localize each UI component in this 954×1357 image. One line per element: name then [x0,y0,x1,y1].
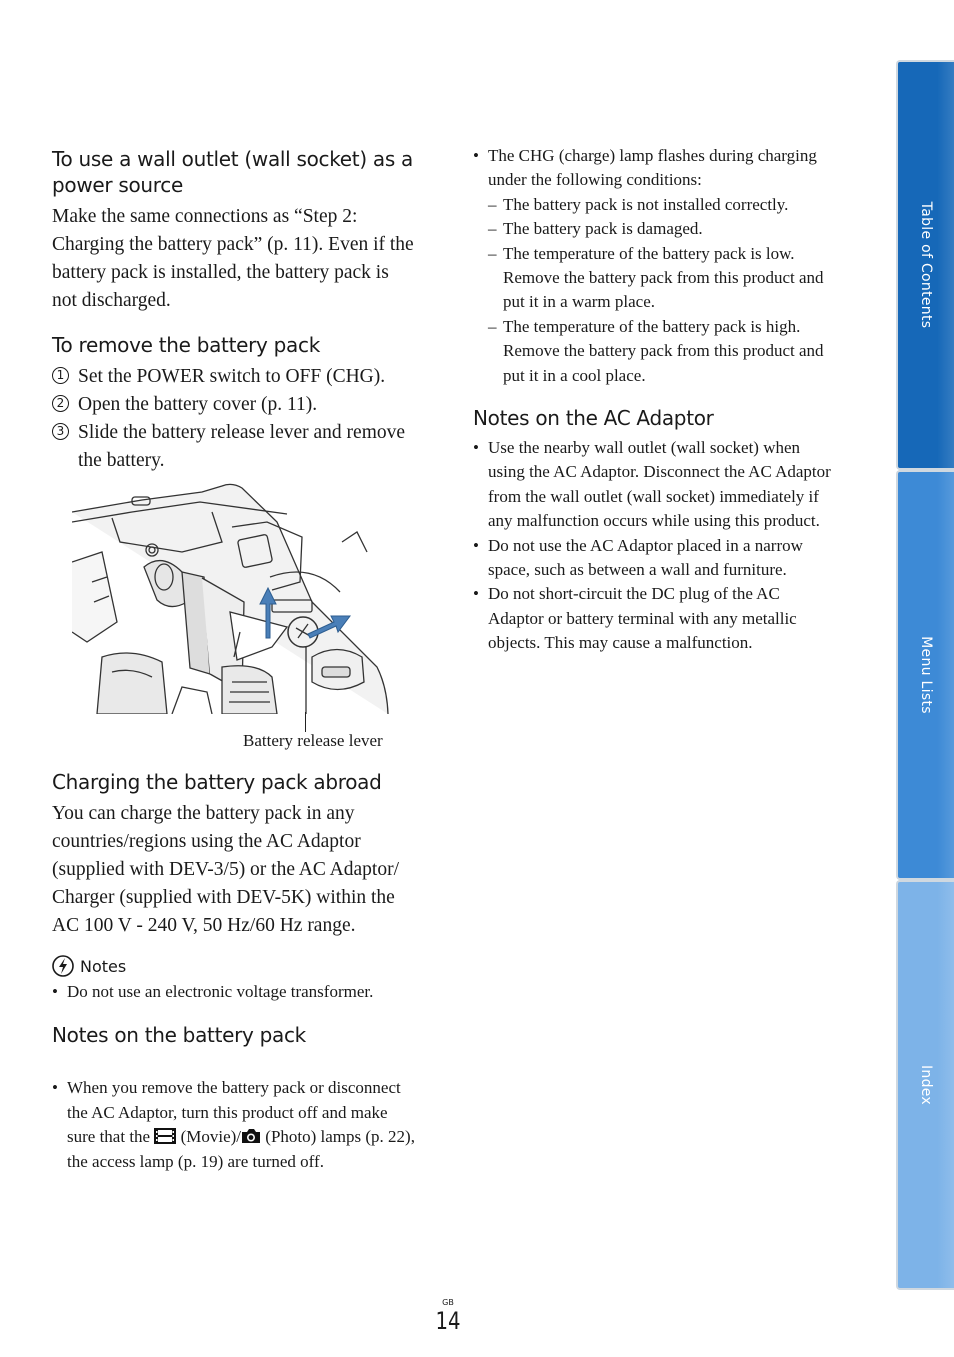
photo-icon [241,1128,261,1144]
chg-condition-item: – The battery pack is damaged. [473,217,848,241]
chg-condition-item: – The temperature of the battery pack is low. Remove the battery pack from this product and put it in a warm place. [473,242,848,315]
step-text: Slide the battery release lever and remove the battery. [78,422,406,471]
movie-icon [154,1128,176,1144]
step-number: 2 [52,395,69,412]
tab-table-of-contents[interactable] [896,60,954,470]
tab-label: Table of Contents [918,201,934,329]
battery-note [52,1076,419,1174]
tab-menu-lists[interactable] [896,470,954,880]
step-text: Set the POWER switch to OFF (CHG). [78,366,386,387]
step-text: Open the battery cover (p. 11). [78,394,318,415]
tab-index[interactable] [896,880,954,1290]
ac-note-item: • Use the nearby wall outlet (wall socket) when using the AC Adaptor. Disconnect the AC Adaptor from the wall outlet (wall socket) immediately if any malfunction occurs while using this product. [473,436,838,534]
chg-intro: • The CHG (charge) lamp flashes during charging under the following conditions: [473,144,848,193]
battery-note-part3: (Photo) lamps (p. 22), the access lamp (p. 19) are turned off. [67,1127,415,1171]
page-number: 14 [435,1307,461,1335]
chg-condition-item: – The temperature of the battery pack is high. Remove the battery pack from this product and put it in a cool place. [473,315,848,388]
ac-note-item: • Do not short-circuit the DC plug of the AC Adaptor or battery terminal with any metallic objects. This may cause a malfunction. [473,582,838,655]
region-code: GB [442,1298,454,1307]
battery-lever-caption: Battery release lever [243,731,383,750]
chg-lamp-notes [473,144,848,388]
caption-leader-line [305,712,306,732]
abroad-heading: Charging the battery pack abroad [52,770,382,794]
remove-battery-heading: To remove the battery pack [52,333,320,357]
battery-notes-heading: Notes on the battery pack [52,1023,306,1047]
ac-note-item: • Do not use the AC Adaptor placed in a narrow space, such as between a wall and furniture. [473,534,838,583]
battery-note-part2: (Movie)/ [180,1127,242,1147]
step-2 [52,391,417,419]
notes-label-row [52,955,126,977]
wall-outlet-heading: To use a wall outlet (wall socket) as a power source [52,147,413,197]
chg-condition-item: – The battery pack is not installed correctly. [473,193,848,217]
battery-removal-illustration [72,482,390,714]
abroad-text: You can charge the battery pack in any countries/regions using the AC Adaptor (supplied with DEV-3/5) or the AC Adaptor/ Charger (supplied with DEV-5K) within the AC 100 V - 240 V, 50 Hz/60 Hz range. [52,803,400,936]
notes-label: Notes [80,956,127,976]
ac-adaptor-notes [473,436,838,656]
notes-item: • Do not use an electronic voltage transformer. [52,980,437,1004]
caution-icon [52,955,74,977]
wall-outlet-text: Make the same connections as “Step 2: Charging the battery pack” (p. 11). Even if the battery pack is installed, the battery pack is not discharged. [52,206,414,311]
step-1 [52,363,417,391]
step-3 [52,419,417,475]
battery-note-part1: When you remove the battery pack or disconnect the AC Adaptor, turn this product off and make sure that the [67,1078,401,1147]
tab-label: Menu Lists [918,636,934,714]
step-number: 1 [52,367,69,384]
remove-steps [52,363,417,475]
step-number: 3 [52,423,69,440]
ac-adaptor-heading: Notes on the AC Adaptor [473,406,714,430]
tab-label: Index [918,1064,934,1106]
